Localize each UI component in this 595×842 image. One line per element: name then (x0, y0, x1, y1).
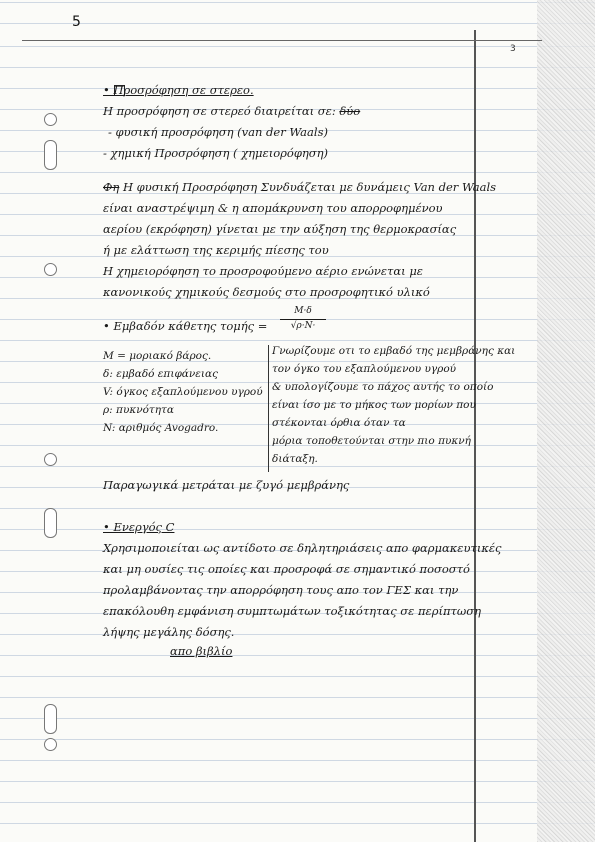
definition-d: δ: εμβαδό επιφάνειας (103, 368, 218, 380)
binder-slot-icon (44, 704, 57, 734)
side-note: είναι ίσο με το μήκος των μορίων που (272, 399, 476, 411)
page-number-handwritten: 3 (510, 44, 516, 54)
text-line: ή με ελάττωση της κεριμής πίεσης του (103, 243, 329, 257)
text-line: Παραγωγικά μετράται με ζυγό μεμβράνης (103, 478, 350, 492)
text-line: προλαμβάνοντας την απορρόφηση τους απο τον ΓΕΣ και την (103, 583, 459, 597)
binder-slot-icon (44, 140, 57, 170)
side-note: & υπολογίζουμε το πάχος αυτής το οποίο (272, 381, 494, 393)
text-line: Χρησιμοποιείται ως αντίδοτο σε δηλητηριάσεις απο φαρμακευτικές (103, 541, 502, 555)
crossed-word: Φη (103, 180, 120, 194)
text-line: Φη Η φυσική Προσρόφηση Συνδυάζεται με δυνάμεις Van der Waals (103, 180, 497, 194)
heading-adsorption-solid: • Προσρόφηση σε στερεο. (103, 83, 254, 97)
top-rule (22, 40, 542, 41)
list-item: - φυσική προσρόφηση (van der Waals) (108, 125, 328, 139)
binder-slot-icon (44, 508, 57, 538)
definition-M: M = μοριακό βάρος. (103, 350, 212, 362)
side-note: μόρια τοποθετούνται στην πιο πυκνή (272, 435, 471, 447)
binder-hole-icon (44, 113, 57, 126)
source-note: απο βιβλίο (170, 644, 233, 658)
text-line: και μη ουσίες τις οποίες και προσροφά σε σημαντικό ποσοστό (103, 562, 470, 576)
binder-hole-icon (44, 453, 57, 466)
heading-activated-carbon: • Ενεργός C (103, 520, 175, 534)
side-note: στέκονται όρθια όταν τα (272, 417, 406, 429)
text-line: είναι αναστρέψιμη & η απομάκρυνση του απορροφημένου (103, 201, 443, 215)
column-divider (268, 345, 269, 472)
definition-V: V: όγκος εξαπλούμενου υγρού (103, 386, 263, 398)
text-line: επακόλουθη εμφάνιση συμπτωμάτων τοξικότητας σε περίπτωση (103, 604, 482, 618)
text-line: Η προσρόφηση σε στερεό διαιρείται σε: δύο (103, 104, 361, 118)
list-item: - χημική Προσρόφηση ( χημειορόφηση) (103, 146, 328, 160)
text-line: λήψης μεγάλης δόσης. (103, 625, 235, 639)
definition-rho: ρ: πυκνότητα (103, 404, 174, 416)
binder-hole-icon (44, 263, 57, 276)
definition-N: N: αριθμός Avogadro. (103, 422, 219, 434)
page-number-printed: 5 (72, 14, 81, 30)
side-note: τον όγκο του εξαπλούμενου υγρού (272, 363, 457, 375)
side-note: διάταξη. (272, 453, 318, 465)
side-note: Γνωρίζουμε οτι το εμβαδό της μεμβράνης και (272, 345, 516, 357)
binder-hole-icon (44, 738, 57, 751)
formula-denominator: √ρ·N· (290, 321, 316, 331)
text-line: Η χημειορόφηση το προσροφούμενο αέριο ενώνεται με (103, 264, 423, 278)
formula-numerator: M·δ (294, 306, 312, 316)
crossed-word: δύο (339, 104, 361, 118)
margin-line (474, 30, 476, 842)
text-line: αερίου (εκρόφηση) γίνεται με την αύξηση της θερμοκρασίας (103, 222, 457, 236)
text-line: κανονικούς χημικούς δεσμούς στο προσροφητικό υλικό (103, 285, 430, 299)
scanner-edge-shadow (537, 0, 595, 842)
formula-lhs: • Εμβαδόν κάθετης τομής = (103, 319, 268, 333)
fraction-bar (280, 319, 326, 320)
